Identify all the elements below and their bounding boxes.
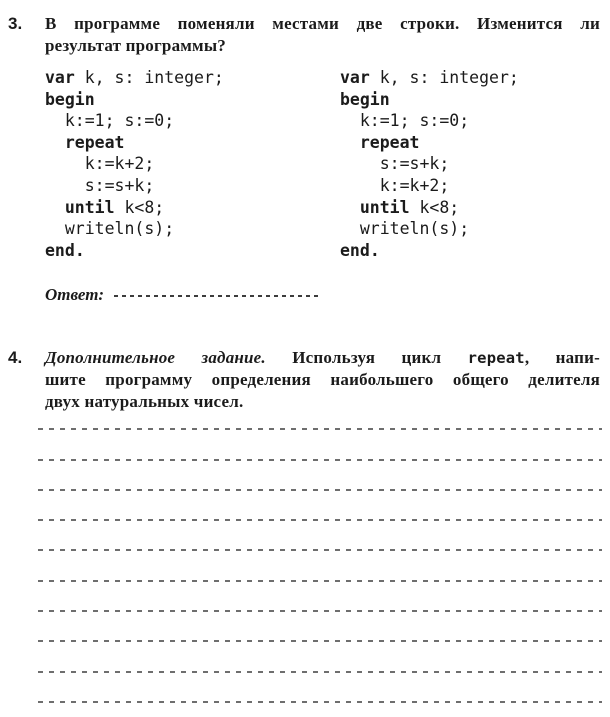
writing-line <box>38 582 602 612</box>
task-text-line: двух натуральных чисел. <box>45 392 244 411</box>
code-line: begin <box>45 89 95 109</box>
writing-line <box>38 673 602 703</box>
exercise-3-question <box>45 13 600 57</box>
code-line: repeat <box>359 132 420 152</box>
exercise-3 <box>0 13 610 307</box>
code-block-original <box>45 67 224 261</box>
writing-lines-area <box>38 400 602 703</box>
writing-line <box>38 521 602 551</box>
code-line: s:=s+k; <box>340 154 450 174</box>
code-line: writeln(s); <box>340 219 470 239</box>
code-line: writeln(s); <box>45 219 175 239</box>
code-line: k:=1; s:=0; <box>45 111 175 131</box>
exercise-4-number: 4. <box>8 348 23 367</box>
code-line: until k<8; <box>359 197 460 217</box>
answer-blank-line <box>114 295 319 297</box>
question-line: результат программы? <box>45 36 227 55</box>
code-line: s:=s+k; <box>45 175 155 195</box>
code-block-modified <box>340 67 519 261</box>
code-line: end. <box>340 240 380 260</box>
question-line: В программе поменяли местами две строки. Изменится ли <box>45 14 600 33</box>
writing-line <box>38 491 602 521</box>
writing-line <box>38 551 602 581</box>
code-line: begin <box>340 89 390 109</box>
writing-line <box>38 430 602 460</box>
answer-row <box>45 283 600 307</box>
code-line: var k, s: integer; <box>340 68 519 87</box>
exercise-3-number: 3. <box>8 14 23 33</box>
code-line: until k<8; <box>64 197 165 217</box>
code-line: k:=k+2; <box>340 175 450 195</box>
code-line: repeat <box>64 132 125 152</box>
exercise-3-content <box>45 13 600 307</box>
code-blocks-row <box>45 67 600 263</box>
exercise-4 <box>0 347 610 703</box>
answer-label: Ответ: <box>45 285 105 304</box>
task-text-line: шите программу определения наибольшего общего делителя <box>45 370 600 389</box>
writing-line <box>38 461 602 491</box>
writing-line <box>38 642 602 672</box>
task-text-line: Дополнительное задание. Используя цикл repeat, напи- <box>45 348 600 367</box>
code-line: k:=k+2; <box>45 154 155 174</box>
code-line: var k, s: integer; <box>45 68 224 87</box>
code-line: k:=1; s:=0; <box>340 111 470 131</box>
code-line: end. <box>45 240 85 260</box>
writing-line <box>38 400 602 430</box>
writing-line <box>38 612 602 642</box>
